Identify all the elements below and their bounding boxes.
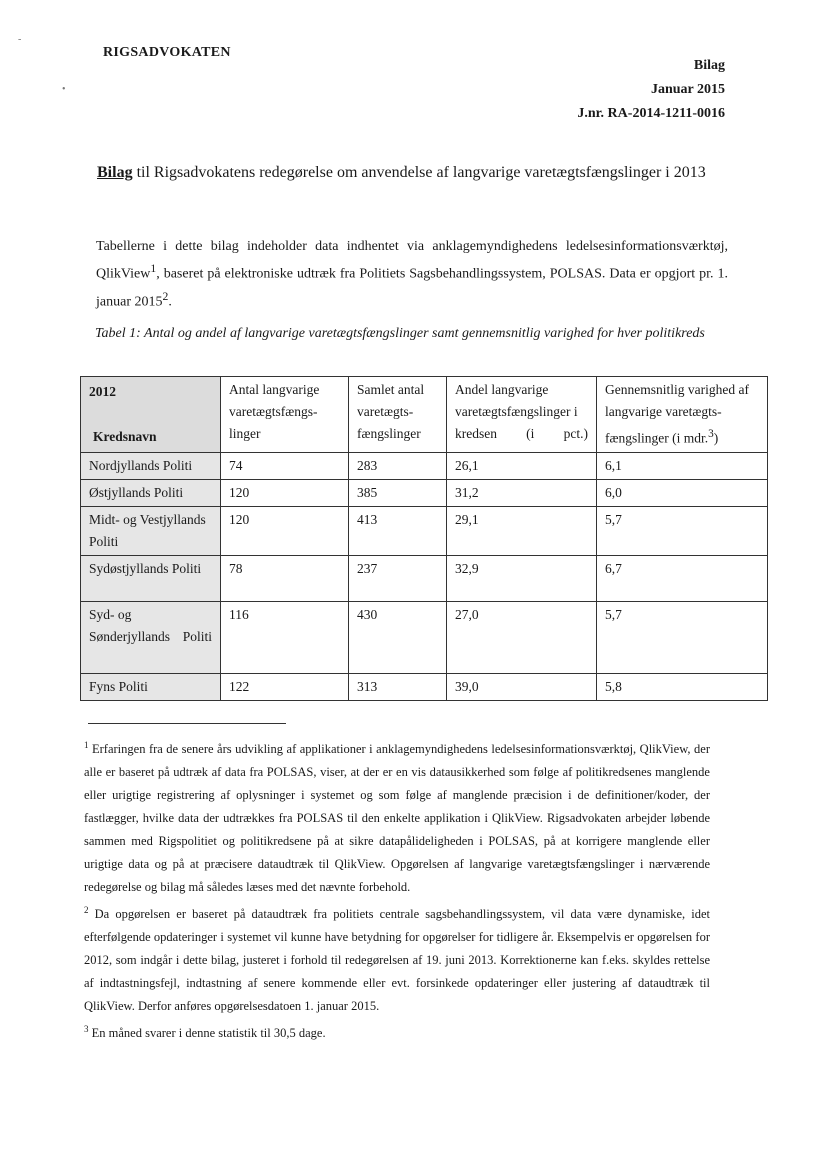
footnote-text: Da opgørelsen er baseret på dataudtræk fra politiets centrale sagsbehandlingssystem, vil data være dynamiske, idet efterfølgende opdateringer i systemet vil kunne have betydning for opgørelser for tidligere år. Eksempelvis er opgørelsen for 2012, som indgår i dette bilag, justeret i forhold til redegørelsen af 19. juni 2013. Korrektionerne kan f.eks. skyldes rettelse af indtastningsfejl, indtastning af senere kommende eller evt. forsinkede opdateringer eller justering af dataudtræk til QlikView. Derfor anføres opgørelsesdatoen 1. januar 2015. <box>84 907 711 1014</box>
column-header-samlet: Samlet antal varetægts-fængslinger <box>349 377 447 453</box>
cell-andel: 31,2 <box>447 480 597 507</box>
table-caption: Tabel 1: Antal og andel af langvarige varetægtsfængslinger samt gennemsnitlig varighed for hver politikreds <box>95 326 705 341</box>
heading-lead: Bilag <box>97 164 133 181</box>
intro-paragraph <box>96 236 728 313</box>
cell-antal: 120 <box>221 480 349 507</box>
table-row <box>81 480 768 507</box>
cell-andel: 29,1 <box>447 507 597 556</box>
column-header-kredsnavn: Kredsnavn <box>93 429 157 444</box>
cell-andel: 32,9 <box>447 556 597 602</box>
footnote-ref-2: 2 <box>162 289 169 303</box>
cell-antal: 116 <box>221 602 349 674</box>
cell-samlet: 237 <box>349 556 447 602</box>
row-name: Sydøstjyllands Politi <box>81 556 221 602</box>
footnote-2 <box>84 899 710 1018</box>
cell-antal: 74 <box>221 453 349 480</box>
footnote-number: 2 <box>84 905 89 916</box>
cell-varighed: 6,0 <box>597 480 768 507</box>
footnote-number: 1 <box>84 740 89 750</box>
column-header-varighed <box>597 377 768 453</box>
cell-varighed: 6,7 <box>597 556 768 602</box>
cell-andel: 39,0 <box>447 674 597 701</box>
cell-samlet: 313 <box>349 674 447 701</box>
cell-samlet: 385 <box>349 480 447 507</box>
intro-text-3: . <box>168 294 172 310</box>
row-name: Nordjyllands Politi <box>81 453 221 480</box>
document-label: Bilag <box>693 58 725 73</box>
cell-andel: 27,0 <box>447 602 597 674</box>
organization-name: RIGSADVOKATEN <box>103 45 231 60</box>
document-meta <box>577 54 725 126</box>
cell-varighed: 5,7 <box>597 602 768 674</box>
scan-speck: • <box>62 84 66 95</box>
cell-samlet: 283 <box>349 453 447 480</box>
cell-antal: 120 <box>221 507 349 556</box>
cell-varighed: 6,1 <box>597 453 768 480</box>
table-year: 2012 <box>89 384 116 399</box>
table-row <box>81 674 768 701</box>
row-name: Østjyllands Politi <box>81 480 221 507</box>
heading-text: til Rigsadvokatens redegørelse om anvendelse af langvarige varetægtsfængslinger i 2013 <box>132 164 706 181</box>
cell-varighed: 5,7 <box>597 507 768 556</box>
footnote-text: Erfaringen fra de senere års udvikling af applikationer i anklagemyndighedens ledelsesinformationsværktøj, QlikView, der alle er baseret på udtræk af data fra POLSAS, viser, at der er en vis datausikkerhed som følge af politikredsenes manglende eller urigtige registrering af oplysninger i systemet og som følge af manglende præcision i de definitioner/koder, der fastlægger, hvilke data der udtrækkes fra POLSAS til den enkelte applikation i QlikView. Rigsadvokaten arbejder løbende sammen med Rigspolitiet og politikredsene på at sikre datapålideligheden i POLSAS, på at korrigere manglende eller urigtige data og på at præcisere dataudtræk til QlikView. Opgørelsen af langvarige varetægtsfængslinger i nærværende redegørelse og bilag må således læses med det nævnte forbehold. <box>84 742 710 895</box>
document-date: Januar 2015 <box>650 82 725 97</box>
cell-varighed: 5,8 <box>597 674 768 701</box>
cell-samlet: 413 <box>349 507 447 556</box>
footnote-number: 3 <box>84 1024 89 1035</box>
row-name: Syd- og Sønderjyllands Politi <box>81 602 221 674</box>
scan-speck: - <box>18 34 22 45</box>
footnote-3 <box>84 1018 710 1045</box>
data-table <box>80 376 768 701</box>
table-row <box>81 507 768 556</box>
table-header-row <box>81 377 768 453</box>
footnote-ref-3: 3 <box>708 428 714 440</box>
cell-andel: 26,1 <box>447 453 597 480</box>
document-heading <box>97 162 725 184</box>
cell-samlet: 430 <box>349 602 447 674</box>
column-header-andel: Andel langvarige varetægtsfængslinger i kredsen (i pct.) <box>447 377 597 453</box>
intro-text-2: , baseret på elektroniske udtræk fra Politiets Sagsbehandlingssystem, POLSAS. Data er opgjort pr. 1. januar 2015 <box>96 266 728 310</box>
footnote-1 <box>84 734 710 899</box>
footnote-text: En måned svarer i denne statistik til 30,5 dage. <box>91 1026 326 1041</box>
varighed-header-text: Gennemsnitlig varighed af langvarige varetægts-fængslinger (i mdr. <box>605 382 749 446</box>
intro-text-1: Tabellerne i dette bilag indeholder data indhentet via anklagemyndighedens ledelsesinformationsværktøj, QlikView <box>96 239 728 282</box>
table-row <box>81 602 768 674</box>
row-name: Midt- og Vestjyllands Politi <box>81 507 221 556</box>
table-row <box>81 556 768 602</box>
varighed-header-tail: ) <box>713 430 719 446</box>
table-corner-cell <box>81 377 221 453</box>
cell-antal: 78 <box>221 556 349 602</box>
journal-number: J.nr. RA-2014-1211-0016 <box>577 106 725 121</box>
cell-antal: 122 <box>221 674 349 701</box>
footnote-ref-1: 1 <box>150 262 157 275</box>
row-name: Fyns Politi <box>81 674 221 701</box>
footnotes <box>84 734 710 1045</box>
table-row <box>81 453 768 480</box>
column-header-antal: Antal langvarige varetægtsfængs-linger <box>221 377 349 453</box>
footnote-separator <box>88 723 286 724</box>
